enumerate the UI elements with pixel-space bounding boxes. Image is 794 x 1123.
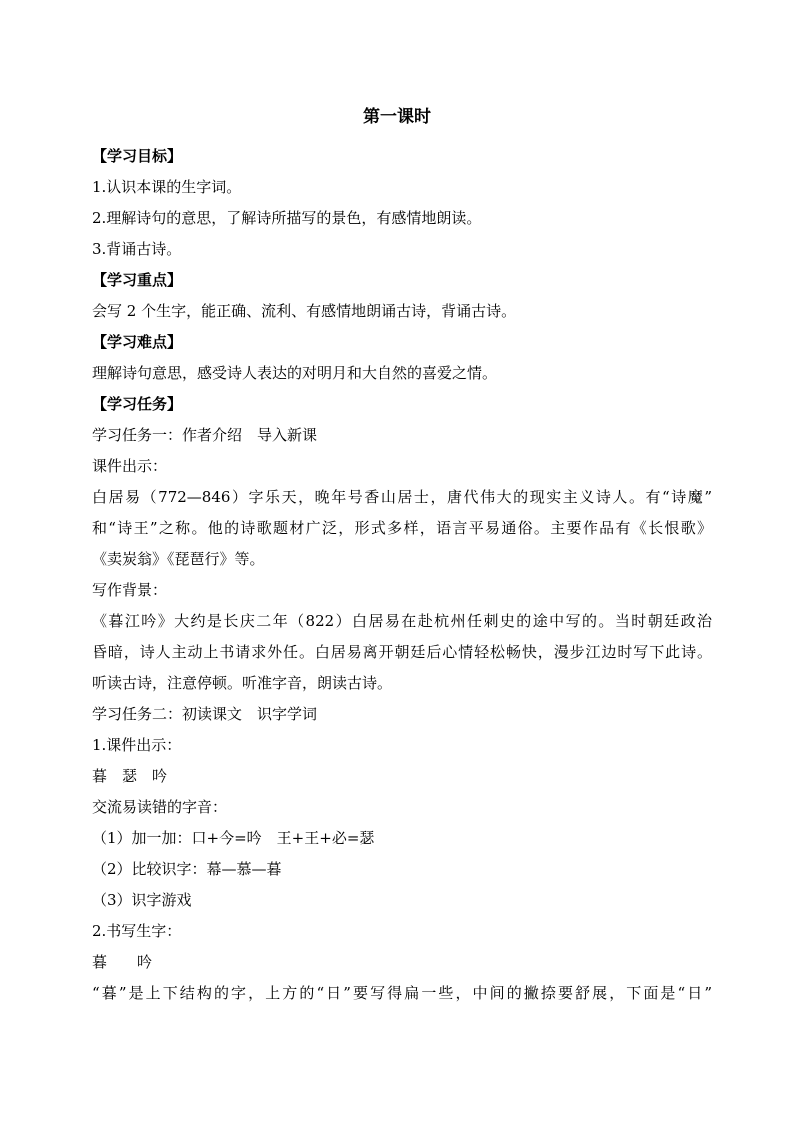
new-characters: 暮 瑟 吟 xyxy=(92,767,168,785)
heading-key-points: 【学习重点】 xyxy=(92,271,183,289)
pronunciation-label: 交流易读错的字音： xyxy=(92,798,228,816)
goal-item-1: 1.认识本课的生字词。 xyxy=(92,178,242,196)
task-1-title: 学习任务一：作者介绍 导入新课 xyxy=(92,426,318,444)
method-3: （3）识字游戏 xyxy=(92,891,192,909)
author-intro-line-3: 《卖炭翁》《琵琶行》等。 xyxy=(92,550,265,568)
author-intro-line-1: 白居易（772—846）字乐天，晚年号香山居士，唐代伟大的现实主义诗人。有“诗魔” xyxy=(92,488,712,506)
task-2-title: 学习任务二：初读课文 识字学词 xyxy=(92,705,318,723)
author-intro-line-2: 和“诗王”之称。他的诗歌题材广泛，形式多样，语言平易通俗。主要作品有《长恨歌》 xyxy=(92,519,712,537)
listen-read-text: 听读古诗，注意停顿。听准字音，朗读古诗。 xyxy=(92,674,393,692)
goal-item-2: 2.理解诗句的意思，了解诗所描写的景色，有感情地朗读。 xyxy=(92,209,482,227)
writing-characters: 暮 吟 xyxy=(92,953,153,971)
courseware-label: 课件出示： xyxy=(92,457,168,475)
heading-learning-goals: 【学习目标】 xyxy=(92,147,183,165)
goal-item-3: 3.背诵古诗。 xyxy=(92,240,182,258)
writing-guide-line: “暮”是上下结构的字，上方的“日”要写得扁一些，中间的撇捺要舒展，下面是“日” xyxy=(92,984,712,1002)
page-title: 第一课时 xyxy=(363,107,431,127)
method-2: （2）比较识字：幕—慕—暮 xyxy=(92,860,282,878)
background-label: 写作背景： xyxy=(92,581,168,599)
heading-tasks: 【学习任务】 xyxy=(92,395,183,413)
key-points-text: 会写 2 个生字，能正确、流利、有感情地朗诵古诗，背诵古诗。 xyxy=(92,302,517,320)
background-line-1: 《暮江吟》大约是长庆二年（822）白居易在赴杭州任刺史的途中写的。当时朝廷政治 xyxy=(92,612,712,630)
method-1: （1）加一加：口+今=吟 王+王+必=瑟 xyxy=(92,829,375,847)
heading-difficulties: 【学习难点】 xyxy=(92,333,183,351)
background-line-2: 昏暗，诗人主动上书请求外任。白居易离开朝廷后心情轻松畅快，漫步江边时写下此诗。 xyxy=(92,643,712,661)
step-1-label: 1.课件出示： xyxy=(92,736,182,754)
step-2-label: 2.书写生字： xyxy=(92,922,182,940)
difficulties-text: 理解诗句意思，感受诗人表达的对明月和大自然的喜爱之情。 xyxy=(92,364,498,382)
